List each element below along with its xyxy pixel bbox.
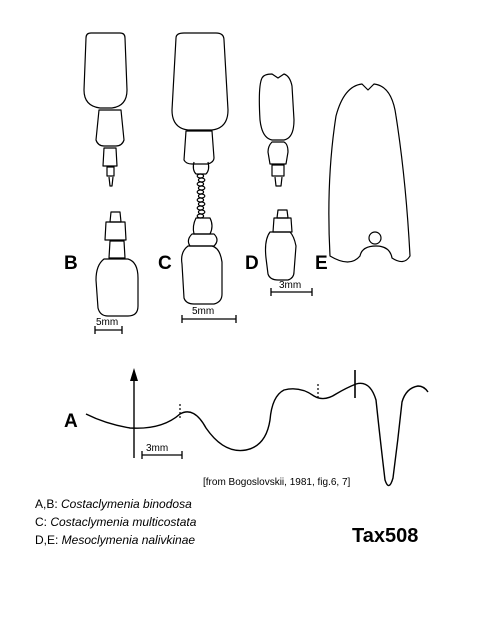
specimen-c-chain <box>197 174 205 218</box>
specimen-c-lower <box>182 218 222 304</box>
chain-bead <box>198 186 204 190</box>
scale-label-c: 5mm <box>192 306 215 317</box>
chain-bead <box>198 194 204 198</box>
scale-label-a: 3mm <box>146 443 169 454</box>
chain-bead <box>197 190 203 194</box>
chain-bead <box>198 210 204 214</box>
panel-label-c: C <box>158 253 172 274</box>
panel-label-d: D <box>245 253 259 274</box>
caption-line-3 <box>35 534 195 546</box>
source-citation: [from Bogoslovskii, 1981, fig.6, 7] <box>203 477 351 488</box>
scale-label-d: 3mm <box>279 280 302 291</box>
caption-key: C: <box>35 515 51 529</box>
caption-key: A,B: <box>35 497 62 511</box>
taxon-id: Tax508 <box>352 525 419 547</box>
panel-label-a: A <box>64 411 78 432</box>
specimen-c-upper <box>172 33 228 174</box>
chain-bead <box>197 182 203 186</box>
chain-bead <box>197 206 203 210</box>
caption-line-2 <box>35 516 196 528</box>
caption-species: Mesoclymenia nalivkinae <box>61 533 196 547</box>
caption-key: D,E: <box>35 533 62 547</box>
caption-species: Costaclymenia binodosa <box>61 497 192 511</box>
chain-bead <box>198 178 204 182</box>
scale-label-b: 5mm <box>96 317 119 328</box>
specimen-b-upper <box>84 33 127 186</box>
specimen-d-upper <box>259 74 294 186</box>
specimen-e-outline <box>329 84 410 262</box>
specimen-d-lower <box>266 210 297 280</box>
chain-bead <box>198 202 204 206</box>
specimen-b-lower <box>96 212 138 316</box>
caption-line-1 <box>35 498 192 510</box>
caption-species: Costaclymenia multicostata <box>50 515 197 529</box>
panel-label-b: B <box>64 253 78 274</box>
suture-line-a <box>86 368 428 486</box>
chain-bead <box>197 198 203 202</box>
chain-bead <box>197 174 203 178</box>
panel-label-e: E <box>315 253 328 274</box>
